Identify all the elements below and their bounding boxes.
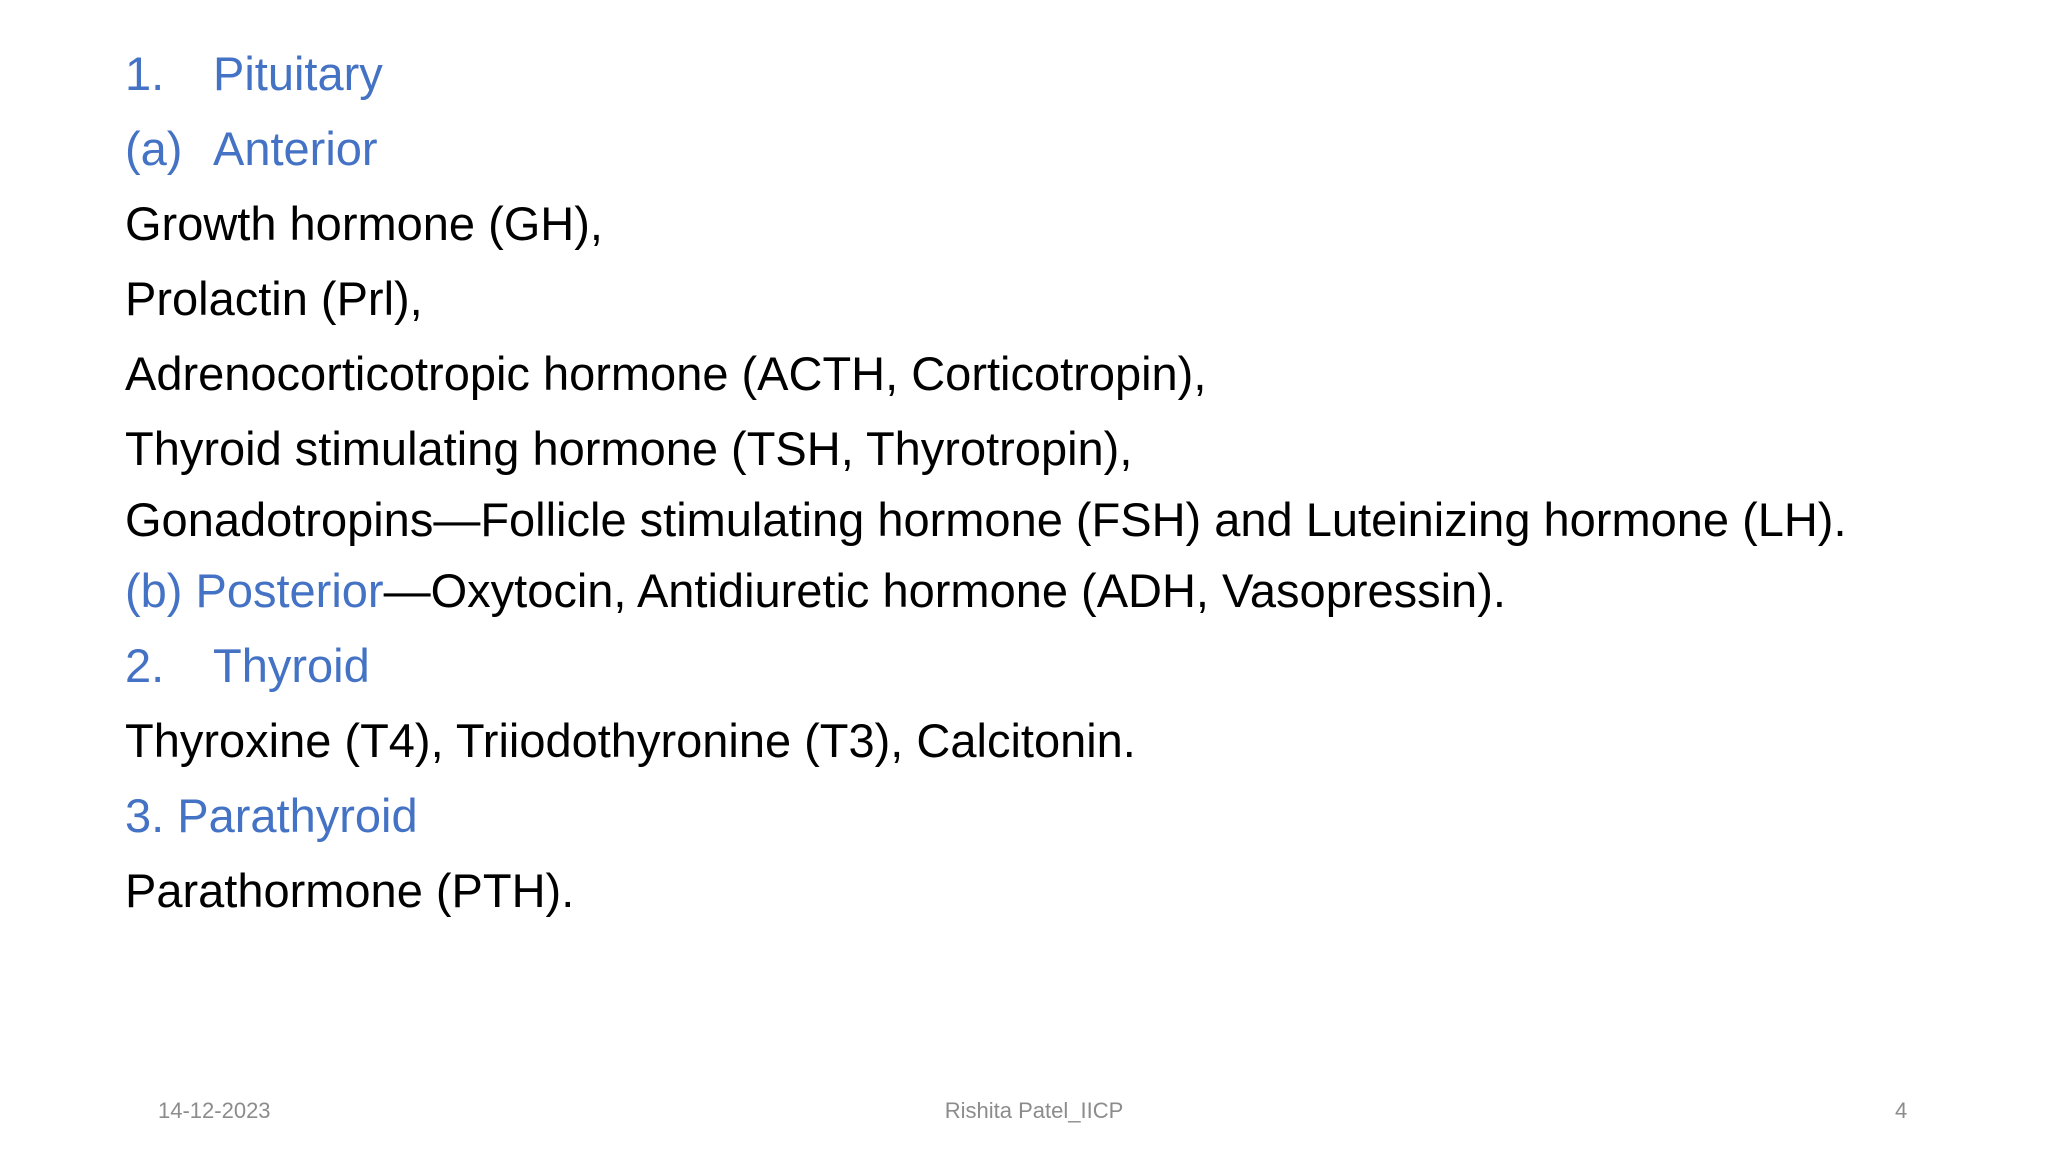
heading-number: (a) bbox=[125, 122, 183, 175]
posterior-line bbox=[125, 563, 1985, 619]
thyroid-hormones: Thyroxine (T4), Triiodothyronine (T3), Calcitonin. bbox=[125, 714, 1136, 767]
heading-title: Thyroid bbox=[213, 639, 370, 692]
heading-thyroid bbox=[125, 638, 1985, 694]
heading-title: Anterior bbox=[213, 122, 378, 175]
heading-number: 2. bbox=[125, 639, 165, 692]
heading-number: 1. bbox=[125, 47, 165, 100]
posterior-hormones: —Oxytocin, Antidiuretic hormone (ADH, Vasopressin). bbox=[383, 564, 1506, 617]
footer-author: Rishita Patel_IICP bbox=[944, 1098, 1124, 1123]
hormone-item-tsh: Thyroid stimulating hormone (TSH, Thyrotropin), bbox=[125, 422, 1133, 475]
heading-title: Pituitary bbox=[213, 47, 383, 100]
heading-pituitary bbox=[125, 46, 1985, 102]
slide-content bbox=[125, 46, 1985, 938]
hormone-item-prl: Prolactin (Prl), bbox=[125, 272, 423, 325]
heading-parathyroid: 3. Parathyroid bbox=[125, 789, 418, 842]
hormone-item-gh: Growth hormone (GH), bbox=[125, 197, 603, 250]
parathyroid-hormones: Parathormone (PTH). bbox=[125, 864, 575, 917]
heading-posterior: (b) Posterior bbox=[125, 564, 384, 617]
hormone-item-acth: Adrenocorticotropic hormone (ACTH, Corticotropin), bbox=[125, 347, 1207, 400]
heading-anterior bbox=[125, 121, 1985, 177]
footer-date: 14-12-2023 bbox=[158, 1098, 271, 1123]
hormone-item-gonadotropins: Gonadotropins—Follicle stimulating hormone (FSH) and Luteinizing hormone (LH). bbox=[125, 493, 1847, 546]
footer-page-number: 4 bbox=[1895, 1098, 1908, 1123]
